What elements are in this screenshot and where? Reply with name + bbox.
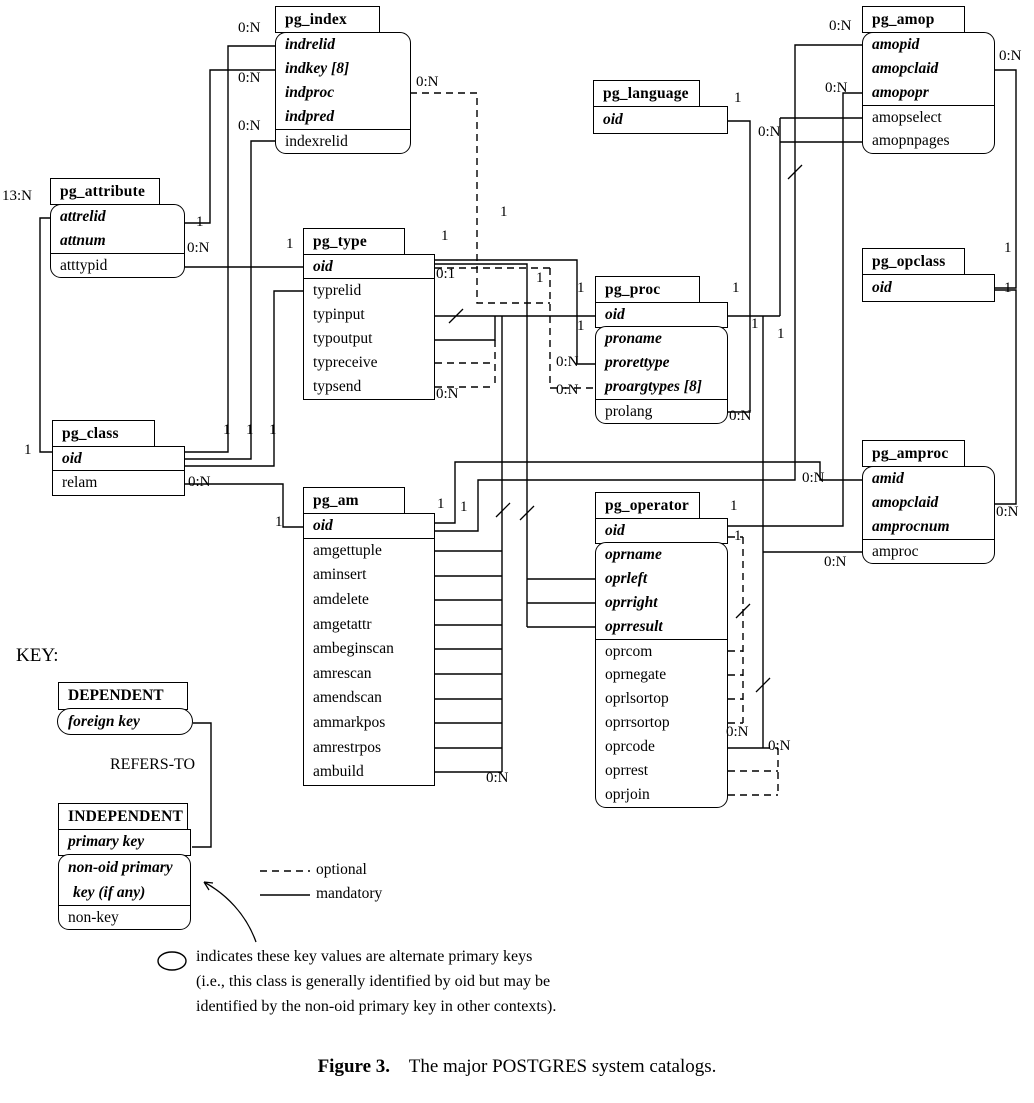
- entity-field: indexrelid: [276, 129, 410, 153]
- entity-field: amopid: [872, 35, 920, 53]
- entity-title: pg_proc: [595, 276, 700, 303]
- entity-field: oid: [313, 257, 333, 275]
- cardinality-label: 0:N: [825, 80, 848, 96]
- cardinality-label: 1: [577, 280, 585, 296]
- cardinality-label: 1: [246, 422, 254, 438]
- entity-title: pg_opclass: [862, 248, 965, 275]
- entity-title: pg_type: [303, 228, 405, 255]
- entity-field: oprname: [605, 546, 662, 563]
- entity-field: indproc: [285, 83, 335, 101]
- figure-caption-label: Figure 3.: [317, 1056, 391, 1077]
- cardinality-label: 1: [460, 499, 468, 515]
- key-dependent-label: DEPENDENT: [68, 687, 164, 704]
- cardinality-label: 0:N: [416, 74, 439, 90]
- cardinality-label: 0:N: [996, 504, 1019, 520]
- entity-title: pg_am: [303, 487, 405, 514]
- entity-field: amendscan: [313, 689, 382, 707]
- entity-title: pg_operator: [595, 492, 700, 519]
- cardinality-label: 1: [777, 326, 785, 342]
- note-line-1: indicates these key values are alternate primary keys: [196, 948, 533, 965]
- key-foreign-key-capsule: [57, 708, 193, 735]
- entity-field: oid: [605, 305, 625, 323]
- cardinality-label: 1: [223, 422, 231, 438]
- cardinality-label: 0:N: [556, 354, 579, 370]
- entity-field: amgettuple: [313, 541, 382, 559]
- cardinality-label: 0:N: [187, 240, 210, 256]
- field-group: [303, 254, 435, 280]
- entity-field: ambeginscan: [313, 640, 394, 658]
- cardinality-label: 1: [577, 318, 585, 334]
- key-foreign-key-label: foreign key: [68, 712, 140, 730]
- field-group: [595, 518, 728, 544]
- entity-field: oid: [872, 278, 892, 296]
- key-refers-to-label: REFERS-TO: [110, 756, 196, 773]
- alt-key-group: [862, 466, 995, 565]
- entity-field: oid: [603, 110, 623, 128]
- entity-field: oprjoin: [605, 786, 650, 803]
- entity-field: attrelid: [60, 207, 106, 225]
- key-title: KEY:: [16, 645, 59, 666]
- entity-field: oprlsortop: [605, 690, 669, 707]
- entity-pg_opclass: [862, 248, 995, 302]
- entity-pg_attribute: [50, 178, 185, 278]
- entity-pg_language: [593, 80, 728, 134]
- entity-field: amdelete: [313, 591, 369, 609]
- cardinality-label: 1: [734, 90, 742, 106]
- key-independent-label: INDEPENDENT: [58, 803, 188, 830]
- entity-pg_am: [303, 487, 435, 786]
- entity-title: pg_language: [593, 80, 700, 107]
- field-group: [52, 470, 185, 496]
- key-alt-key-line1: non-oid primary: [68, 858, 173, 876]
- alt-key-group: [595, 542, 728, 808]
- entity-field: oprcom: [596, 639, 727, 663]
- entity-field: oprresult: [605, 618, 663, 635]
- cardinality-label: 1: [732, 280, 740, 296]
- field-group: [52, 446, 185, 472]
- entity-field: typsend: [313, 378, 362, 395]
- alt-key-group: [50, 204, 185, 279]
- entity-field: typrelid: [313, 282, 362, 299]
- entity-field: oprleft: [605, 570, 648, 587]
- cardinality-label: 1: [1004, 240, 1012, 256]
- cardinality-label: 0:N: [238, 118, 261, 134]
- entity-field: amid: [872, 469, 904, 487]
- cardinality-label: 0:N: [238, 70, 261, 86]
- entity-field: amproc: [863, 539, 994, 563]
- cardinality-label: 1: [441, 228, 449, 244]
- key-dependent-box: [58, 682, 188, 710]
- entity-field: amprocnum: [872, 517, 950, 535]
- cardinality-label: 0:N: [188, 474, 211, 490]
- field-group: [303, 513, 435, 540]
- legend-mandatory-label: mandatory: [316, 885, 383, 902]
- cardinality-label: 1: [730, 498, 738, 514]
- entity-field: amopclaid: [872, 59, 939, 77]
- entity-field: relam: [62, 474, 98, 491]
- cardinality-label: 0:N: [829, 18, 852, 34]
- entity-field: amrescan: [313, 664, 372, 682]
- alternate-key-oval: [158, 952, 186, 970]
- entity-field: atttypid: [51, 253, 184, 277]
- entity-field: oid: [313, 516, 333, 534]
- entity-title: pg_amop: [862, 6, 965, 33]
- entity-pg_type: [303, 228, 435, 400]
- entity-field: oprrsortop: [605, 714, 670, 731]
- key-independent-box: [58, 803, 191, 930]
- entity-title: pg_class: [52, 420, 155, 447]
- entity-field: oprrest: [605, 762, 649, 779]
- entity-title: pg_amproc: [862, 440, 965, 467]
- cardinality-label: 0:N: [556, 382, 579, 398]
- field-group: [593, 106, 728, 134]
- field-group: [303, 278, 435, 400]
- cardinality-label: 1: [275, 514, 283, 530]
- cardinality-label: 1: [1004, 280, 1012, 296]
- entity-field: oid: [62, 449, 82, 467]
- entity-pg_operator: [595, 492, 728, 808]
- entity-field: typreceive: [313, 354, 378, 371]
- cardinality-label: 13:N: [2, 188, 32, 204]
- entity-field: indpred: [285, 108, 335, 126]
- entity-title: pg_attribute: [50, 178, 160, 205]
- entity-field: proargtypes [8]: [605, 378, 702, 395]
- cardinality-label: 1: [286, 236, 294, 252]
- entity-field: oprcode: [605, 738, 655, 755]
- entity-field: oprright: [605, 594, 658, 611]
- cardinality-label: 1: [734, 528, 742, 544]
- entity-field: prolang: [596, 399, 727, 423]
- entity-pg_amop: [862, 6, 995, 154]
- cardinality-label: 1: [500, 204, 508, 220]
- legend-optional-label: optional: [316, 861, 367, 878]
- entity-pg_proc: [595, 276, 728, 424]
- alt-key-group: [595, 326, 728, 424]
- field-group: [862, 274, 995, 302]
- cardinality-label: 0:N: [802, 470, 825, 486]
- entity-pg_class: [52, 420, 185, 496]
- entity-field: amrestrpos: [313, 738, 382, 756]
- entity-field: attnum: [60, 231, 106, 249]
- note-line-3: identified by the non-oid primary key in other contexts).: [196, 998, 557, 1015]
- cardinality-label: 1: [24, 442, 32, 458]
- entity-field: amopopr: [872, 83, 929, 101]
- entity-field: amopnpages: [872, 132, 950, 150]
- entity-field: amopselect: [863, 105, 994, 129]
- note-arrow: [204, 882, 256, 942]
- entity-field: amgetattr: [313, 615, 372, 633]
- cardinality-label: 1: [536, 270, 544, 286]
- figure-caption: [0, 1056, 1034, 1078]
- entity-field: typoutput: [313, 330, 373, 347]
- field-group: [595, 302, 728, 328]
- note-line-2: (i.e., this class is generally identified by oid but may be: [196, 973, 551, 990]
- cardinality-label: 0:N: [824, 554, 847, 570]
- cardinality-label: 0:N: [999, 48, 1022, 64]
- key-alt-key-line2: key (if any): [73, 883, 146, 901]
- cardinality-label: 0:N: [238, 20, 261, 36]
- cardinality-label: 0:1: [436, 266, 456, 282]
- entity-field: ammarkpos: [313, 714, 386, 732]
- alt-key-group: [862, 32, 995, 155]
- cardinality-label: 0:N: [726, 724, 749, 740]
- entity-field: proname: [605, 330, 662, 347]
- cardinality-label: 1: [751, 316, 759, 332]
- field-group: [303, 538, 435, 786]
- entity-field: typinput: [313, 306, 365, 323]
- entity-pg_amproc: [862, 440, 995, 564]
- entity-field: prorettype: [605, 354, 670, 371]
- key-primary-key-label: primary key: [68, 833, 145, 850]
- entity-field: oprnegate: [605, 666, 667, 683]
- cardinality-label: 0:N: [768, 738, 791, 754]
- cardinality-label: 0:N: [486, 770, 509, 786]
- entity-title: pg_index: [275, 6, 380, 33]
- entity-field: indkey [8]: [285, 59, 350, 77]
- entity-field: oid: [605, 521, 625, 539]
- entity-field: indrelid: [285, 35, 335, 53]
- figure-caption-text: The major POSTGRES system catalogs.: [408, 1056, 717, 1077]
- cardinality-label: 0:N: [758, 124, 781, 140]
- cardinality-label: 1: [437, 496, 445, 512]
- entity-pg_index: [275, 6, 411, 154]
- key-non-key-label: non-key: [59, 905, 190, 929]
- cardinality-label: 1: [196, 214, 204, 230]
- entity-field: ambuild: [313, 763, 364, 781]
- cardinality-label: 0:N: [436, 386, 459, 402]
- cardinality-label: 1: [269, 422, 277, 438]
- entity-field: aminsert: [313, 566, 367, 584]
- alt-key-group: [275, 32, 411, 155]
- entity-field: amopclaid: [872, 493, 939, 511]
- cardinality-label: 0:N: [729, 408, 752, 424]
